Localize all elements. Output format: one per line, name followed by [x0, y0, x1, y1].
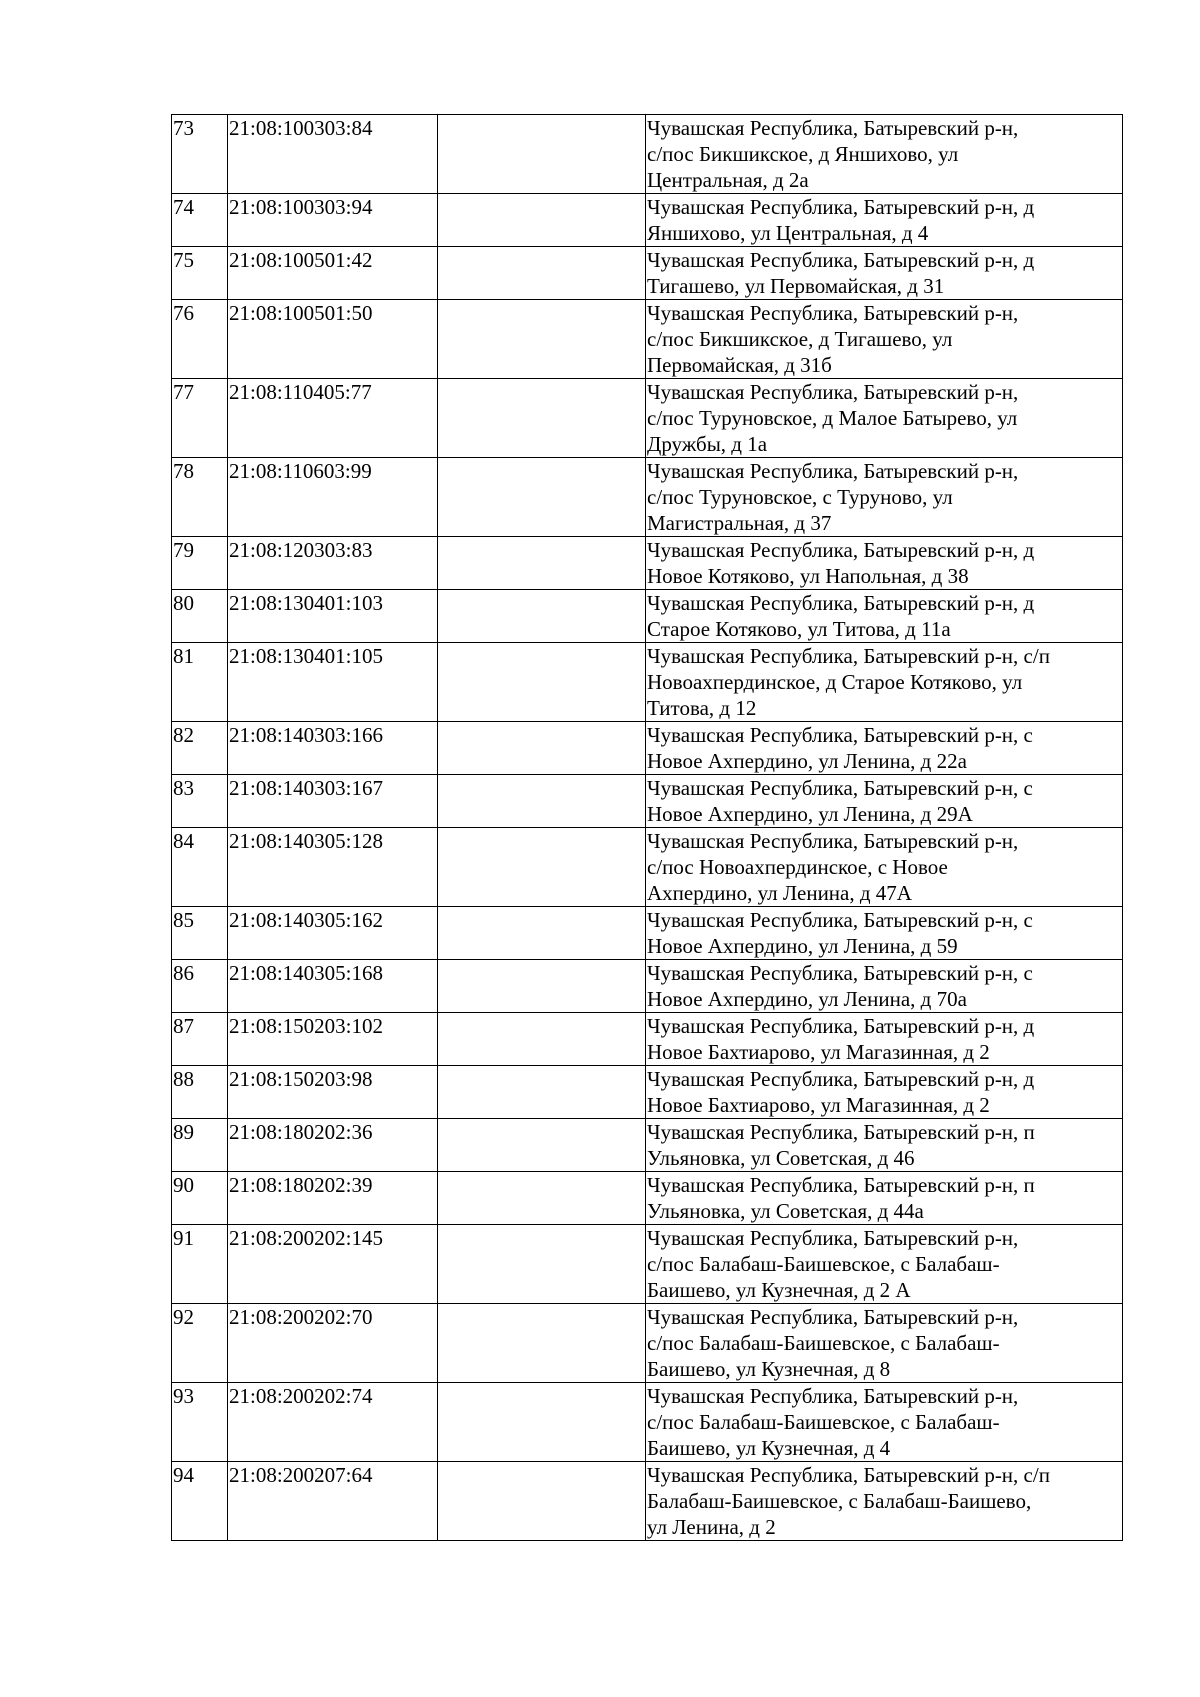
empty-cell [438, 775, 646, 828]
table-row [172, 722, 1123, 775]
address-cell: Чувашская Республика, Батыревский р-н, д Яншихово, ул Центральная, д 4 [646, 194, 1123, 247]
address-cell: Чувашская Республика, Батыревский р-н, с/пос Бикшикское, д Тигашево, ул Первомайская, д 31б [646, 300, 1123, 379]
property-table [171, 114, 1123, 1541]
empty-cell [438, 1066, 646, 1119]
address-cell: Чувашская Республика, Батыревский р-н, с Новое Ахпердино, ул Ленина, д 29А [646, 775, 1123, 828]
empty-cell [438, 537, 646, 590]
empty-cell [438, 247, 646, 300]
table-row [172, 247, 1123, 300]
cadastral-number-cell: 21:08:100501:50 [228, 300, 438, 379]
row-number-cell: 86 [172, 960, 228, 1013]
address-cell: Чувашская Республика, Батыревский р-н, с/пос Балабаш-Баишевское, с Балабаш- Баишево, ул Кузнечная, д 8 [646, 1304, 1123, 1383]
empty-cell [438, 590, 646, 643]
address-cell: Чувашская Республика, Батыревский р-н, с/пос Балабаш-Баишевское, с Балабаш- Баишево, ул Кузнечная, д 2 А [646, 1225, 1123, 1304]
row-number-cell: 88 [172, 1066, 228, 1119]
row-number-cell: 92 [172, 1304, 228, 1383]
cadastral-number-cell: 21:08:100303:84 [228, 115, 438, 194]
empty-cell [438, 1304, 646, 1383]
cadastral-number-cell: 21:08:200202:70 [228, 1304, 438, 1383]
empty-cell [438, 458, 646, 537]
address-cell: Чувашская Республика, Батыревский р-н, с/пос Балабаш-Баишевское, с Балабаш- Баишево, ул Кузнечная, д 4 [646, 1383, 1123, 1462]
table-row [172, 960, 1123, 1013]
cadastral-number-cell: 21:08:140303:166 [228, 722, 438, 775]
empty-cell [438, 1383, 646, 1462]
row-number-cell: 78 [172, 458, 228, 537]
empty-cell [438, 643, 646, 722]
cadastral-number-cell: 21:08:120303:83 [228, 537, 438, 590]
table-row [172, 1304, 1123, 1383]
cadastral-number-cell: 21:08:150203:98 [228, 1066, 438, 1119]
table-row [172, 1462, 1123, 1541]
empty-cell [438, 300, 646, 379]
table-row [172, 907, 1123, 960]
table-row [172, 537, 1123, 590]
cadastral-number-cell: 21:08:110603:99 [228, 458, 438, 537]
empty-cell [438, 379, 646, 458]
table-row [172, 379, 1123, 458]
address-cell: Чувашская Республика, Батыревский р-н, с Новое Ахпердино, ул Ленина, д 70а [646, 960, 1123, 1013]
empty-cell [438, 1462, 646, 1541]
cadastral-number-cell: 21:08:140305:128 [228, 828, 438, 907]
table-row [172, 115, 1123, 194]
row-number-cell: 80 [172, 590, 228, 643]
table-body [172, 115, 1123, 1541]
table-row [172, 300, 1123, 379]
address-cell: Чувашская Республика, Батыревский р-н, с/п Новоахпердинское, д Старое Котяково, ул Титова, д 12 [646, 643, 1123, 722]
row-number-cell: 77 [172, 379, 228, 458]
empty-cell [438, 722, 646, 775]
empty-cell [438, 907, 646, 960]
row-number-cell: 94 [172, 1462, 228, 1541]
table-row [172, 1172, 1123, 1225]
table-row [172, 1066, 1123, 1119]
cadastral-number-cell: 21:08:130401:103 [228, 590, 438, 643]
row-number-cell: 93 [172, 1383, 228, 1462]
table-row [172, 1119, 1123, 1172]
row-number-cell: 74 [172, 194, 228, 247]
row-number-cell: 81 [172, 643, 228, 722]
table-row [172, 775, 1123, 828]
cadastral-number-cell: 21:08:200202:145 [228, 1225, 438, 1304]
cadastral-number-cell: 21:08:110405:77 [228, 379, 438, 458]
table-row [172, 643, 1123, 722]
cadastral-number-cell: 21:08:180202:36 [228, 1119, 438, 1172]
table-row [172, 1383, 1123, 1462]
address-cell: Чувашская Республика, Батыревский р-н, д Новое Бахтиарово, ул Магазинная, д 2 [646, 1066, 1123, 1119]
cadastral-number-cell: 21:08:130401:105 [228, 643, 438, 722]
empty-cell [438, 828, 646, 907]
row-number-cell: 84 [172, 828, 228, 907]
row-number-cell: 79 [172, 537, 228, 590]
table-row [172, 1013, 1123, 1066]
row-number-cell: 83 [172, 775, 228, 828]
address-cell: Чувашская Республика, Батыревский р-н, п Ульяновка, ул Советская, д 44а [646, 1172, 1123, 1225]
cadastral-number-cell: 21:08:100303:94 [228, 194, 438, 247]
cadastral-number-cell: 21:08:140305:168 [228, 960, 438, 1013]
address-cell: Чувашская Республика, Батыревский р-н, д Новое Котяково, ул Напольная, д 38 [646, 537, 1123, 590]
empty-cell [438, 1225, 646, 1304]
row-number-cell: 89 [172, 1119, 228, 1172]
empty-cell [438, 115, 646, 194]
address-cell: Чувашская Республика, Батыревский р-н, д Старое Котяково, ул Титова, д 11а [646, 590, 1123, 643]
empty-cell [438, 1013, 646, 1066]
table-row [172, 194, 1123, 247]
row-number-cell: 75 [172, 247, 228, 300]
address-cell: Чувашская Республика, Батыревский р-н, с/п Балабаш-Баишевское, с Балабаш-Баишево, ул Ленина, д 2 [646, 1462, 1123, 1541]
address-cell: Чувашская Республика, Батыревский р-н, с/пос Туруновское, д Малое Батырево, ул Дружбы, д 1а [646, 379, 1123, 458]
empty-cell [438, 194, 646, 247]
cadastral-number-cell: 21:08:140303:167 [228, 775, 438, 828]
table-row [172, 458, 1123, 537]
empty-cell [438, 1172, 646, 1225]
row-number-cell: 76 [172, 300, 228, 379]
cadastral-number-cell: 21:08:140305:162 [228, 907, 438, 960]
address-cell: Чувашская Республика, Батыревский р-н, с Новое Ахпердино, ул Ленина, д 22а [646, 722, 1123, 775]
row-number-cell: 91 [172, 1225, 228, 1304]
table-row [172, 590, 1123, 643]
address-cell: Чувашская Республика, Батыревский р-н, с Новое Ахпердино, ул Ленина, д 59 [646, 907, 1123, 960]
address-cell: Чувашская Республика, Батыревский р-н, д Новое Бахтиарово, ул Магазинная, д 2 [646, 1013, 1123, 1066]
row-number-cell: 87 [172, 1013, 228, 1066]
cadastral-number-cell: 21:08:100501:42 [228, 247, 438, 300]
row-number-cell: 82 [172, 722, 228, 775]
table-row [172, 1225, 1123, 1304]
empty-cell [438, 960, 646, 1013]
address-cell: Чувашская Республика, Батыревский р-н, д Тигашево, ул Первомайская, д 31 [646, 247, 1123, 300]
address-cell: Чувашская Республика, Батыревский р-н, с/пос Туруновское, с Туруново, ул Магистральная, д 37 [646, 458, 1123, 537]
row-number-cell: 85 [172, 907, 228, 960]
table-row [172, 828, 1123, 907]
row-number-cell: 90 [172, 1172, 228, 1225]
cadastral-number-cell: 21:08:180202:39 [228, 1172, 438, 1225]
cadastral-number-cell: 21:08:200207:64 [228, 1462, 438, 1541]
cadastral-number-cell: 21:08:150203:102 [228, 1013, 438, 1066]
cadastral-number-cell: 21:08:200202:74 [228, 1383, 438, 1462]
empty-cell [438, 1119, 646, 1172]
address-cell: Чувашская Республика, Батыревский р-н, п Ульяновка, ул Советская, д 46 [646, 1119, 1123, 1172]
address-cell: Чувашская Республика, Батыревский р-н, с/пос Бикшикское, д Яншихово, ул Центральная, д 2а [646, 115, 1123, 194]
address-cell: Чувашская Республика, Батыревский р-н, с/пос Новоахпердинское, с Новое Ахпердино, ул Ленина, д 47А [646, 828, 1123, 907]
row-number-cell: 73 [172, 115, 228, 194]
